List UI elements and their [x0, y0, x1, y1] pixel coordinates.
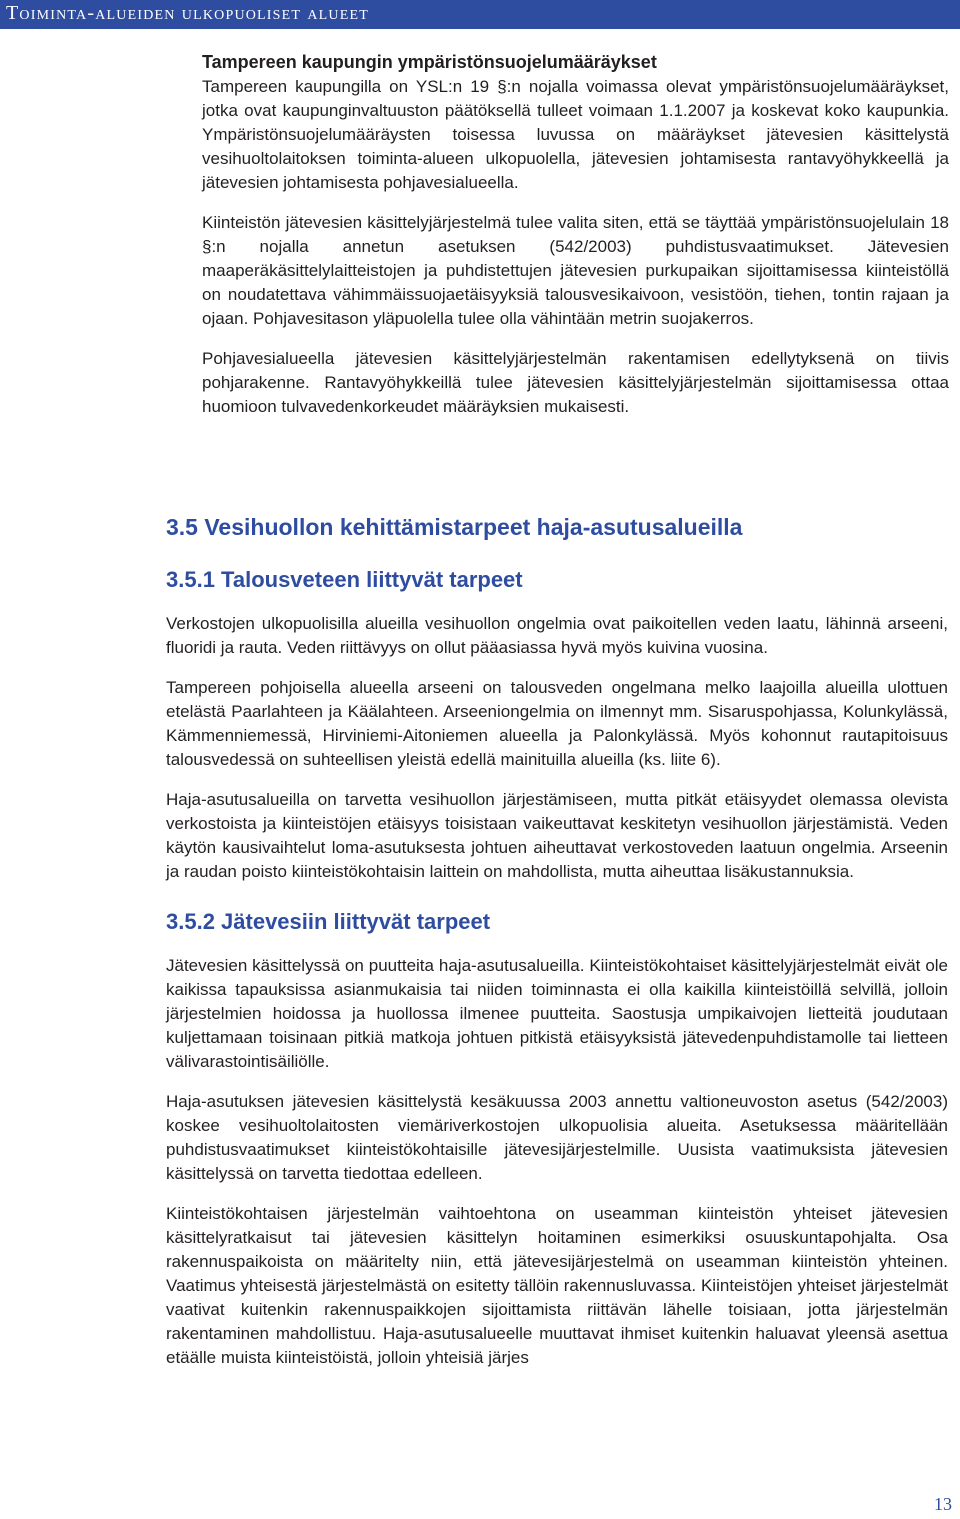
page-number: 13 — [934, 1494, 952, 1514]
box-title: Tampereen kaupungin ympäristönsuojelumääräykset — [202, 52, 657, 72]
running-header: Toiminta-alueiden ulkopuoliset alueet — [6, 2, 369, 24]
water-paragraph-2: Tampereen pohjoisella alueella arseeni on talousveden ongelmana melko laajoilla alueilla ulottuen etelästä Paarlahteen ja Käälahteen. Arseeniongelmia on ilmennyt mm. Sisaruspohjassa, Kolunkylässä, Kämmenniemessä, Hirviniemi-Aitoniemen alueella ja Palonkylässä. Myös kohonnut rautapitoisuus talousvedessä on suhteellisen yleistä edellä mainituilla alueilla (ks. liite 6). — [166, 678, 948, 769]
water-paragraph-1: Verkostojen ulkopuolisilla alueilla vesihuollon ongelmia ovat paikoitellen veden laatu, lähinnä arseeni, fluoridi ja rauta. Veden riittävyys on ollut pääasiassa hyvä myös kuivina vuosina. — [166, 614, 948, 657]
main-content — [166, 500, 948, 1386]
subsection-heading-water: 3.5.1 Talousveteen liittyvät tarpeet — [166, 567, 523, 592]
section-heading: 3.5 Vesihuollon kehittämistarpeet haja-asutusalueilla — [166, 514, 743, 540]
box-paragraph-3: Pohjavesialueella jätevesien käsittelyjärjestelmän rakentamisen edellytyksenä on tiivis pohjarakenne. Rantavyöhykkeillä tulee jätevesien käsittelyjärjestelmän sijoittamisessa ottaa huomioon tulvavedenkorkeudet määräyksien mukaisesti. — [202, 349, 949, 416]
box-paragraph-1: Tampereen kaupungilla on YSL:n 19 §:n nojalla voimassa olevat ympäristönsuojelumääräykset, jotka ovat kaupunginvaltuuston päätöksellä tulleet voimaan 1.1.2007 ja koskevat koko kaupunkia. Ympäristönsuojelumääräysten toisessa luvussa on määräykset jätevesien käsittelystä vesihuoltolaitoksen toiminta-alueen ulkopuolella, jätevesien johtamisesta rantavyöhykkeellä ja jätevesien johtamisesta pohjavesialueella. — [202, 77, 949, 192]
subsection-heading-wastewater: 3.5.2 Jätevesiin liittyvät tarpeet — [166, 909, 491, 934]
regulations-box — [202, 50, 949, 435]
wastewater-paragraph-3: Kiinteistökohtaisen järjestelmän vaihtoehtona on useamman kiinteistön yhteiset jätevesien käsittelyratkaisut tai jätevesien käsittelyn hoitaminen esimerkiksi osuuskuntapohjalta. Osa rakennuspaikoista on määritelty niin, että jätevesijärjestelmä on useamman kiinteistön yhteinen. Vaatimus yhteisestä järjestelmästä on esitetty tällöin rakennusluvassa. Kiinteistöjen yhteiset järjestelmät vaativat kuitenkin rakennuspaikkojen sijoittamista riittävän lähelle toisiaan, jotta järjestelmän rakentaminen mahdollistuu. Haja-asutusalueelle muuttavat ihmiset kuitenkin haluavat yleensä asettua etäälle muista kiinteistöistä, jolloin yhteisiä järjes — [166, 1204, 948, 1367]
water-paragraph-3: Haja-asutusalueilla on tarvetta vesihuollon järjestämiseen, mutta pitkät etäisyydet olemassa olevista verkostoista ja kiinteistöjen etäisyys toisistaan vaikeuttavat keskitetyn vesihuollon järjestämistä. Veden käytön kausivaihtelut loma-asutuksesta johtuen aiheuttavat verkostoveden laatuun ongelmia. Arseenin ja raudan poisto kiinteistökohtaisin laittein on mahdollista, mutta aiheuttaa lisäkustannuksia. — [166, 790, 948, 881]
box-paragraph-2: Kiinteistön jätevesien käsittelyjärjestelmä tulee valita siten, että se täyttää ympäristönsuojelulain 18 §:n nojalla annetun asetuksen (542/2003) puhdistusvaatimukset. Jätevesien maaperäkäsittelylaitteistojen ja puhdistettujen jätevesien purkupaikan sijoittamisessa kiinteistöllä on noudatettava vähimmäissuojaetäisyyksiä talousvesikaivoon, vesistöön, tiehen, tontin rajaan ja ojaan. Pohjavesitason yläpuolella tulee olla vähintään metrin suojakerros. — [202, 213, 949, 328]
wastewater-paragraph-2: Haja-asutuksen jätevesien käsittelystä kesäkuussa 2003 annettu valtioneuvoston asetus (542/2003) koskee vesihuoltolaitosten viemäriverkostojen ulkopuolisia alueita. Asetuksessa määritellään puhdistusvaatimukset kiinteistökohtaisille jätevesijärjestelmille. Uusista vaatimuksista jätevesien käsittelyssä on tarvetta tiedottaa edelleen. — [166, 1092, 948, 1183]
header-bar — [0, 0, 960, 29]
wastewater-paragraph-1: Jätevesien käsittelyssä on puutteita haja-asutusalueilla. Kiinteistökohtaiset käsittelyjärjestelmät eivät ole kaikissa tapauksissa asianmukaisia tai niiden toiminnasta ei olla kaikilla kiinteistöillä selvillä, jolloin järjestelmien hoidossa ja huollossa ilmenee puutteita. Saostusja umpikaivojen lietteitä joudutaan kuljettamaan toisinaan pitkiä matkoja johtuen pitkistä etäisyyksistä jätevedenpuhdistamolle tai lietteen välivarastointisäiliölle. — [166, 956, 948, 1071]
